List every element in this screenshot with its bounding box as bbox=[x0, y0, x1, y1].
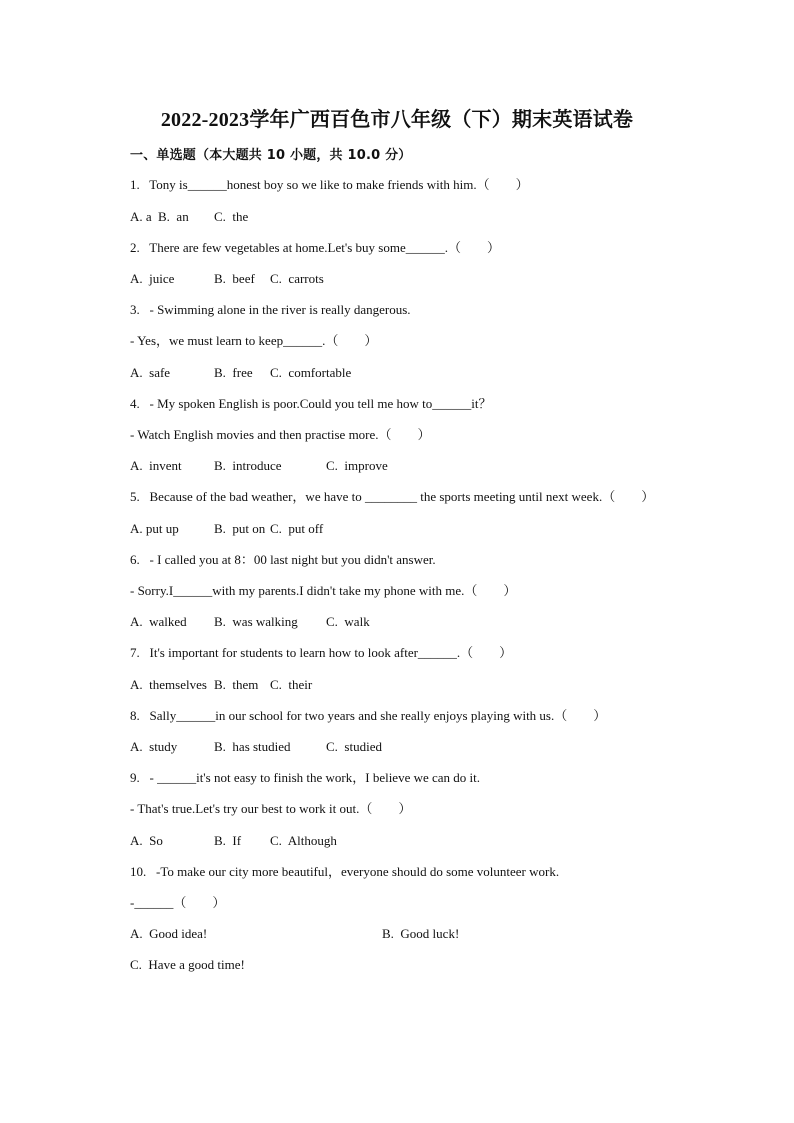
question-8-stem: 8. Sally______in our school for two years and she really enjoys playing with us.（ ） bbox=[130, 708, 607, 723]
question-6-option-b: B. was walking bbox=[214, 614, 298, 629]
question-6-stem: 6. - I called you at 8：00 last night but you didn't answer. bbox=[130, 552, 436, 567]
question-8-option-c: C. studied bbox=[326, 739, 382, 754]
question-6-stem-reply: - Sorry.I______with my parents.I didn't take my phone with me.（ ） bbox=[130, 583, 517, 598]
question-6-option-a: A. walked bbox=[130, 614, 187, 629]
question-1-option-a: A. a bbox=[130, 209, 152, 224]
question-9-option-b: B. If bbox=[214, 833, 242, 848]
question-2-stem: 2. There are few vegetables at home.Let's buy some______.（ ） bbox=[130, 240, 500, 255]
exam-title: 2022-2023学年广西百色市八年级（下）期末英语试卷 bbox=[160, 109, 634, 131]
question-5-option-b: B. put on bbox=[214, 521, 266, 536]
question-5-stem: 5. Because of the bad weather，we have to ________ the sports meeting until next week.（ ） bbox=[130, 489, 655, 504]
question-5-option-c: C. put off bbox=[270, 521, 324, 536]
question-4-option-c: C. improve bbox=[326, 458, 388, 473]
question-10-option-c: C. Have a good time! bbox=[130, 957, 245, 972]
question-4-stem-reply: - Watch English movies and then practise more.（ ） bbox=[130, 427, 431, 442]
question-3-option-b: B. free bbox=[214, 365, 253, 380]
question-1-stem: 1. Tony is______honest boy so we like to make friends with him.（ ） bbox=[130, 177, 529, 192]
question-1-option-b: B. an bbox=[158, 209, 189, 224]
question-2-option-c: C. carrots bbox=[270, 271, 324, 286]
question-9-stem-reply: - That's true.Let's try our best to work it out.（ ） bbox=[130, 801, 412, 816]
question-10-stem: 10. -To make our city more beautiful，everyone should do some volunteer work. bbox=[130, 864, 560, 879]
question-4-option-a: A. invent bbox=[130, 458, 182, 473]
question-4-stem: 4. - My spoken English is poor.Could you tell me how to______it？ bbox=[130, 396, 492, 411]
question-4-option-b: B. introduce bbox=[214, 458, 282, 473]
question-9-stem: 9. - ______it's not easy to finish the work，I believe we can do it. bbox=[130, 770, 481, 785]
question-6-option-c: C. walk bbox=[326, 614, 370, 629]
question-8-option-a: A. study bbox=[130, 739, 178, 754]
question-7-option-a: A. themselves bbox=[130, 677, 207, 692]
question-10-option-b: B. Good luck! bbox=[382, 926, 460, 941]
question-3-option-a: A. safe bbox=[130, 365, 171, 380]
question-10-stem-reply: -______（ ） bbox=[130, 895, 226, 910]
question-7-option-b: B. them bbox=[214, 677, 259, 692]
question-10-option-a: A. Good idea! bbox=[130, 926, 208, 941]
question-9-option-a: A. So bbox=[130, 833, 163, 848]
question-5-option-a: A. put up bbox=[130, 521, 179, 536]
question-3-option-c: C. comfortable bbox=[270, 365, 352, 380]
question-7-stem: 7. It's important for students to learn how to look after______.（ ） bbox=[130, 645, 513, 660]
question-2-option-b: B. beef bbox=[214, 271, 255, 286]
section-heading: 一、单选题（本大题共 10 小题，共 10.0 分） bbox=[130, 148, 412, 163]
question-3-stem: 3. - Swimming alone in the river is really dangerous. bbox=[130, 302, 411, 317]
question-3-stem-reply: - Yes，we must learn to keep______.（ ） bbox=[130, 333, 378, 348]
question-7-option-c: C. their bbox=[270, 677, 313, 692]
question-8-option-b: B. has studied bbox=[214, 739, 291, 754]
question-2-option-a: A. juice bbox=[130, 271, 175, 286]
question-1-option-c: C. the bbox=[214, 209, 249, 224]
question-9-option-c: C. Although bbox=[270, 833, 337, 848]
